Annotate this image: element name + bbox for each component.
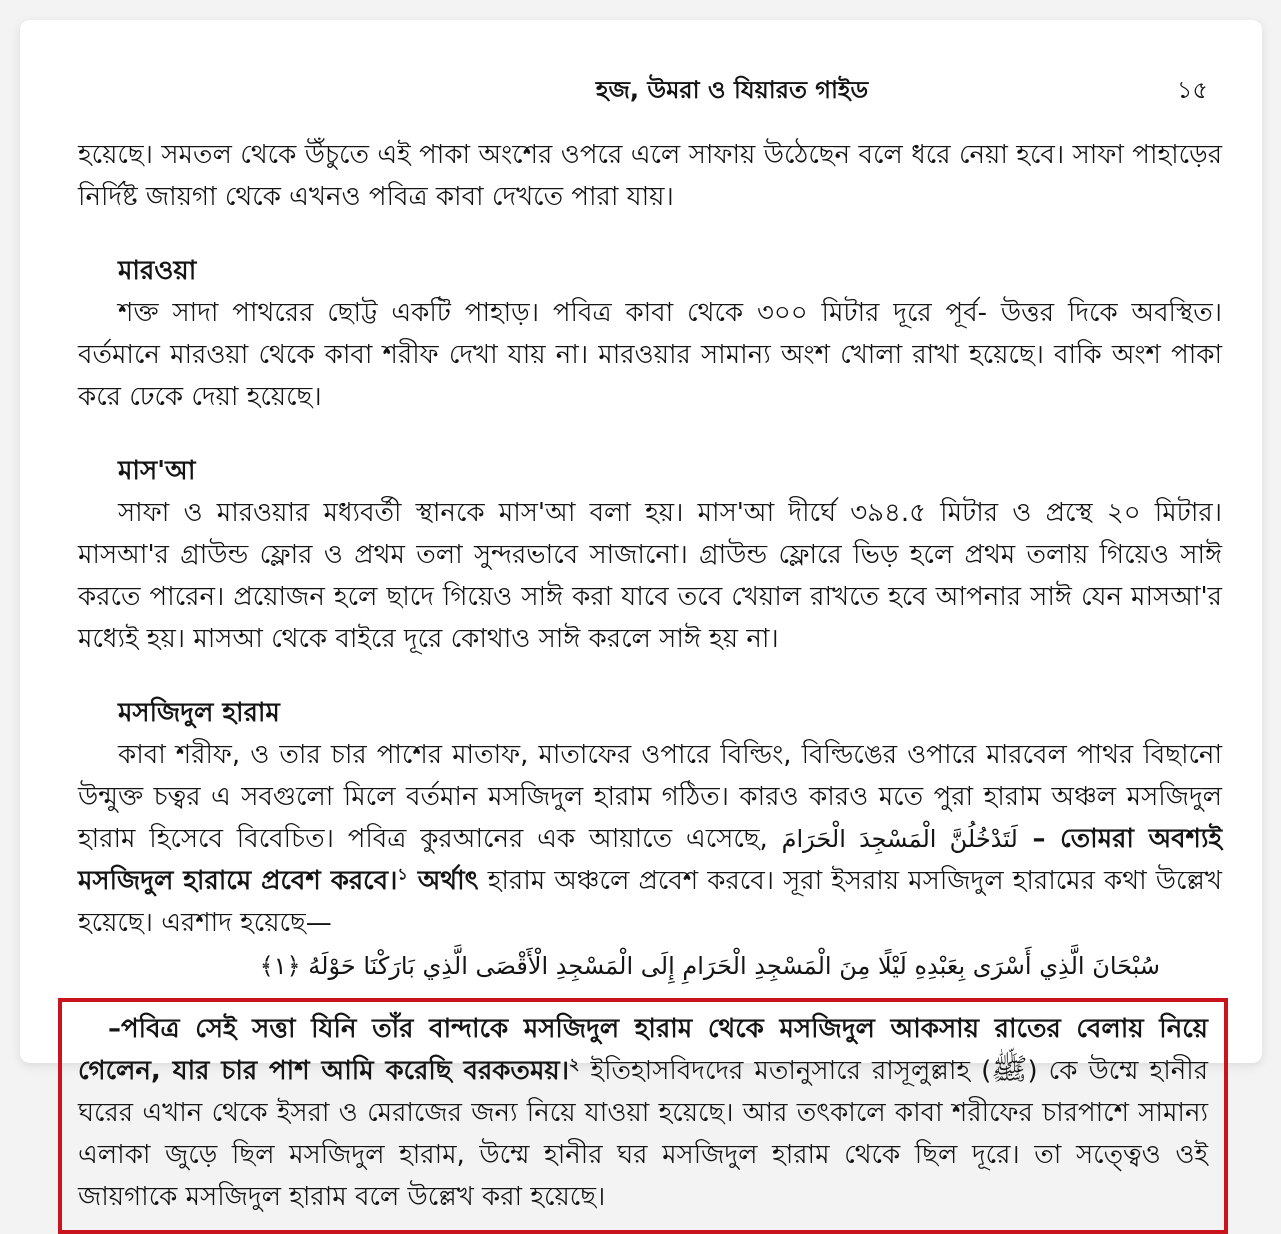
section-heading-masjidul-haram: মসজিদুল হারাম bbox=[118, 698, 280, 728]
bold-orthat: অর্থাৎ bbox=[407, 866, 479, 896]
book-page bbox=[20, 20, 1262, 1212]
paragraph-intro-continuation: হয়েছে। সমতল থেকে উঁচুতে এই পাকা অংশের ওপরে এলে সাফায় উঠেছেন বলে ধরে নেয়া হবে। সাফা পাহাড়ের নির্দিষ্ট জায়গা থেকে এখনও পবিত্র কাবা দেখতে পারা যায়। bbox=[78, 140, 1222, 212]
paragraph-text-lead: কাবা শরীফ, ও তার চার পাশের মাতাফ, মাতাফের ওপারে বিল্ডিং, বিল্ডিঙের ওপারে মারবেল পাথর বিছানো উন্মুক্ত চত্বর এ সবগুলো মিলে বর্তমান মসজিদুল হারাম গঠিত। কারও কারও মতে পুরা হারাম অঞ্চল মসজিদুল হারাম হিসেবে বিবেচিত। পবিত্র কুরআনের এক আয়াতে এসেছে, bbox=[78, 740, 1222, 854]
bold-quran-translation: – তোমরা অবশ্যই মসজিদুল হারামে প্রবেশ করবে। bbox=[78, 824, 1223, 896]
page-number: ১৫ bbox=[1176, 76, 1208, 104]
footnote-ref-2: ২ bbox=[569, 1054, 580, 1074]
bold-verse-translation: –পবিত্র সেই সত্তা যিনি তাঁর বান্দাকে মসজিদুল হারাম থেকে মসজিদুল আকসায় রাতের বেলায় নিয়ে গেলেন, যার চার পাশ আমি করেছি বরকতময়। bbox=[78, 1014, 1208, 1086]
paragraph-marwa: শক্ত সাদা পাথরের ছোট্ট একটি পাহাড়। পবিত্র কাবা থেকে ৩০০ মিটার দূরে পূর্ব- উত্তর দিকে অবস্থিত। বর্তমানে মারওয়া থেকে কাবা শরীফ দেখা যায় না। মারওয়ার সামান্য অংশ খোলা রাখা হয়েছে। বাকি অংশ পাকা করে ঢেকে দেয়া হয়েছে। bbox=[78, 298, 1222, 412]
highlighted-paragraph bbox=[78, 1008, 1208, 1218]
paragraph-masjidul-haram bbox=[78, 734, 1222, 944]
highlighted-passage-box bbox=[58, 998, 1228, 1234]
arabic-verse-isra: سُبْحَانَ الَّذِي أَسْرَى بِعَبْدِهِ لَيْلًا مِنَ الْمَسْجِدِ الْحَرَامِ إِلَى الْمَسْجِدِ الْأَقْصَى الَّذِي بَارَكْنَا حَوْلَهُ ﴿١﴾ bbox=[259, 952, 1160, 980]
highlight-text-before-symbol: ইতিহাসবিদদের মতানুসারে রাসূলুল্লাহ ( bbox=[579, 1056, 992, 1086]
section-heading-masaa: মাস'আ bbox=[118, 456, 196, 486]
paragraph-masaa: সাফা ও মারওয়ার মধ্যবর্তী স্থানকে মাস'আ বলা হয়। মাস'আ দীর্ঘে ৩৯৪.৫ মিটার ও প্রস্থে ২০ মিটার। মাসআ'র গ্রাউন্ড ফ্লোর ও প্রথম তলা সুন্দরভাবে সাজানো। গ্রাউন্ড ফ্লোরে ভিড় হলে প্রথম তলায় গিয়েও সাঈ করতে পারেন। প্রয়োজন হলে ছাদে গিয়েও সাঈ করা যাবে তবে খেয়াল রাখতে হবে আপনার সাঈ যেন মাসআ'র মধ্যেই হয়। মাসআ থেকে বাইরে দূরে কোথাও সাঈ করলে সাঈ হয় না। bbox=[78, 498, 1222, 654]
page-header bbox=[78, 72, 1222, 108]
pbuh-symbol: ﷺ bbox=[991, 1052, 1028, 1087]
section-heading-marwa: মারওয়া bbox=[118, 256, 197, 286]
highlight-text-after-symbol: ) কে উম্মে হানীর ঘরের এখান থেকে ইসরা ও মেরাজের জন্য নিয়ে যাওয়া হয়েছে। আর তৎকালে কাবা শরীফের চারপাশে সামান্য এলাকা জুড়ে ছিল মসজিদুল হারাম, উম্মে হানীর ঘর মসজিদুল হারাম থেকে ছিল দূরে। তা সত্ত্বেও ওই জায়গাকে মসজিদুল হারাম বলে উল্লেখ করা হয়েছে। bbox=[78, 1056, 1208, 1212]
footnote-ref-1: ১ bbox=[397, 864, 408, 884]
page-title: হজ, উমরা ও যিয়ারত গাইড bbox=[595, 76, 869, 104]
arabic-inline-quote: لَتَدْخُلُنَّ الْمَسْجِدَ الْحَرَامَ bbox=[781, 825, 1018, 853]
paragraph-text-tail: হারাম অঞ্চলে প্রবেশ করবে। সূরা ইসরায় মসজিদুল হারামের কথা উল্লেখ হয়েছে। এরশাদ হয়েছে— bbox=[78, 866, 1222, 938]
